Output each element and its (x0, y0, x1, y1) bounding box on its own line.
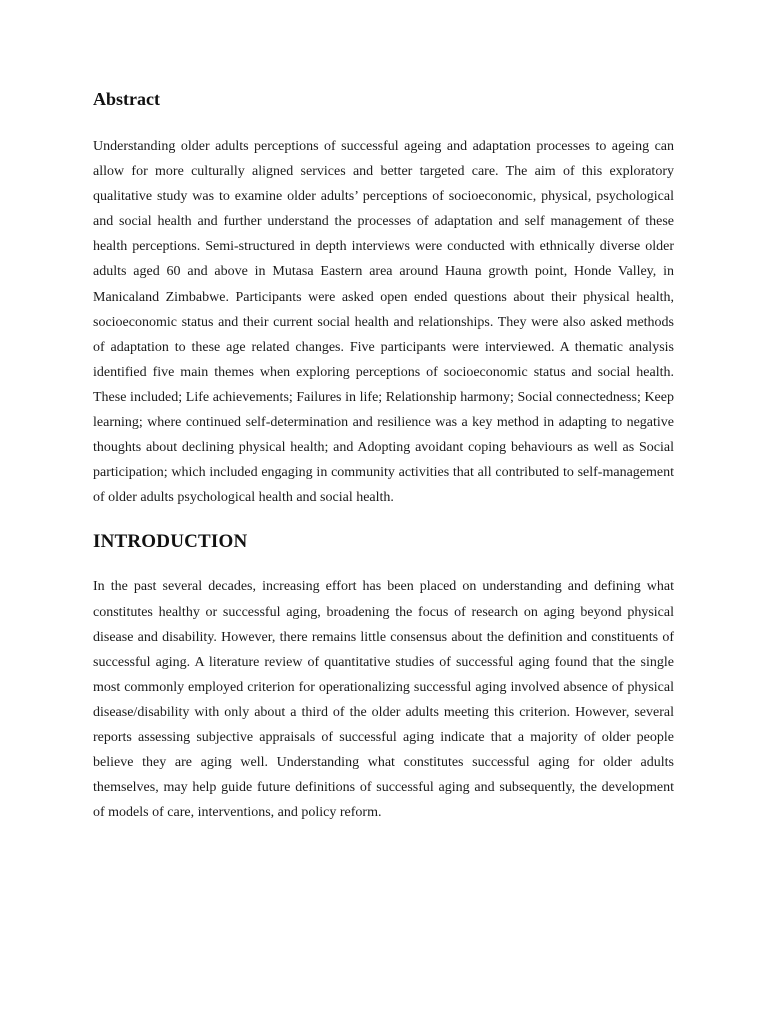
introduction-paragraph: In the past several decades, increasing effort has been placed on understanding and defining what constitutes healthy or successful aging, broadening the focus of research on aging beyond physical disease and disability. However, there remains little consensus about the definition and constituents of successful aging. A literature review of quantitative studies of successful aging found that the single most commonly employed criterion for operationalizing successful aging involved absence of physical disease/disability with only about a third of the older adults meeting this criterion. However, several reports assessing subjective appraisals of successful aging indicate that a majority of older people believe they are aging well. Understanding what constitutes successful aging for older adults themselves, may help guide future definitions of successful aging and subsequently, the development of models of care, interventions, and policy reform. (93, 579, 674, 821)
introduction-section (93, 530, 674, 825)
abstract-heading: Abstract (93, 89, 160, 109)
abstract-section (93, 88, 674, 510)
document-page (93, 88, 674, 825)
introduction-heading: INTRODUCTION (93, 531, 248, 553)
abstract-paragraph: Understanding older adults perceptions of successful ageing and adaptation processes to ageing can allow for more culturally aligned services and better targeted care. The aim of this exploratory qualitative study was to examine older adults’ perceptions of socioeconomic, physical, psychological and social health and further understand the processes of adaptation and self management of these health perceptions. Semi-structured in depth interviews were conducted with ethnically diverse older adults aged 60 and above in Mutasa Eastern area around Hauna growth point, Honde Valley, in Manicaland Zimbabwe. Participants were asked open ended questions about their physical health, socioeconomic status and their current social health and relationships. They were also asked methods of adaptation to these age related changes. Five participants were interviewed. A thematic analysis identified five main themes when exploring perceptions of socioeconomic status and social health. These included; Life achievements; Failures in life; Relationship harmony; Social connectedness; Keep learning; where continued self-determination and resilience was a key method in adapting to negative thoughts about declining physical health; and Adopting avoidant coping behaviours as well as Social participation; which included engaging in community activities that all contributed to self-management of older adults psychological health and social health. (93, 139, 674, 506)
